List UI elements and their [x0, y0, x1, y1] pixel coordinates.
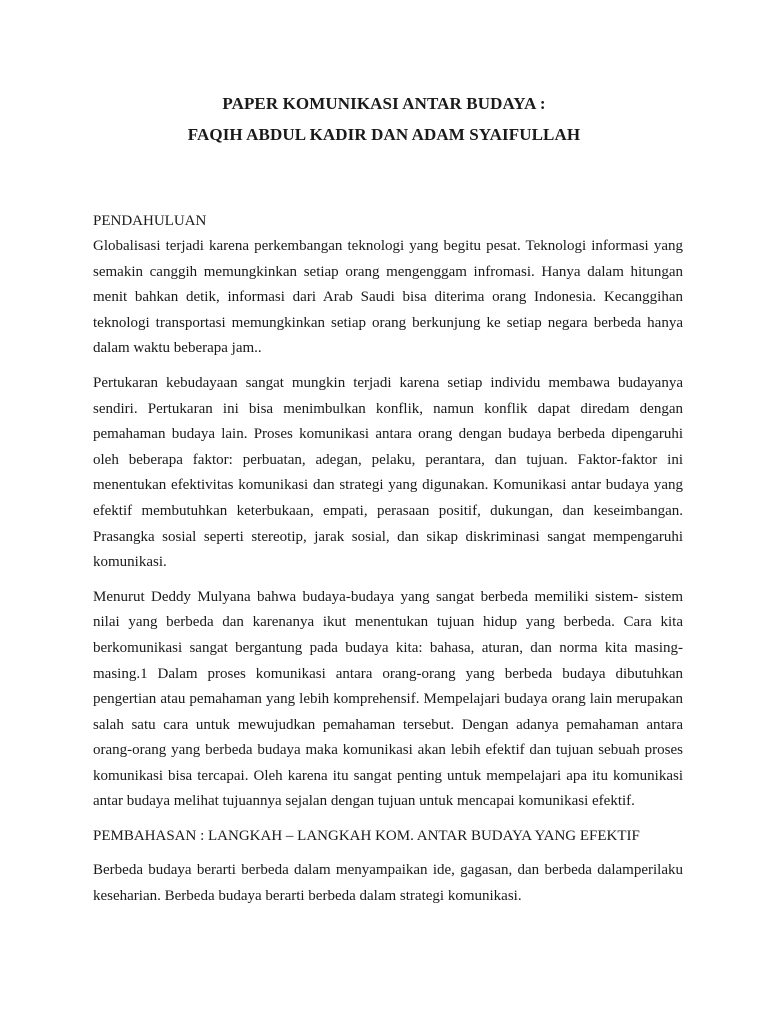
paragraph-intro-3: Menurut Deddy Mulyana bahwa budaya-budaya yang sangat berbeda memiliki sistem- sistem nilai yang berbeda dan karenanya ikut menentukan tujuan hidup yang berbeda. Cara kita berkomunikasi sangat bergantung pada budaya kita: bahasa, aturan, dan norma kita masing-masing.1 Dalam proses komunikasi antara orang-orang yang berbeda budaya dibutuhkan pengertian atau pemahaman yang lebih komprehensif. Mempelajari budaya orang lain merupakan salah satu cara untuk mewujudkan pemahaman tersebut. Dengan adanya pemahaman antara orang-orang yang berbeda budaya maka komunikasi akan lebih efektif dan tujuan sebuah proses komunikasi bisa tercapai. Oleh karena itu sangat penting untuk mempelajari apa itu komunikasi antar budaya melihat tujuannya sejalan dengan tujuan untuk mencapai komunikasi efektif.	[93, 588, 683, 810]
paragraph-discussion-1: Berbeda budaya berarti berbeda dalam menyampaikan ide, gagasan, dan berbeda dalamperilaku keseharian. Berbeda budaya berarti berbeda dalam strategi komunikasi.	[93, 862, 683, 904]
title-line-2: FAQIH ABDUL KADIR DAN ADAM SYAIFULLAH	[187, 125, 581, 144]
title-line-1: PAPER KOMUNIKASI ANTAR BUDAYA :	[222, 94, 546, 113]
section-heading-discussion: PEMBAHASAN : LANGKAH – LANGKAH KOM. ANTAR BUDAYA YANG EFEKTIF	[93, 828, 640, 845]
paragraph-intro-2: Pertukaran kebudayaan sangat mungkin terjadi karena setiap individu membawa budayanya sendiri. Pertukaran ini bisa menimbulkan konflik, namun konflik dapat diredam dengan pemahaman budaya lain. Proses komunikasi antara orang dengan budaya berbeda dipengaruhi oleh beberapa faktor: perbuatan, adegan, pelaku, perantara, dan tujuan. Faktor-faktor ini menentukan efektivitas komunikasi dan strategi yang digunakan. Komunikasi antar budaya yang efektif membutuhkan keterbukaan, empati, perasaan positif, dukungan, dan keseimbangan. Prasangka sosial seperti stereotip, jarak sosial, dan sikap diskriminasi sangat mempengaruhi komunikasi.	[93, 374, 683, 571]
paragraph-intro-1: Globalisasi terjadi karena perkembangan teknologi yang begitu pesat. Teknologi informasi yang semakin canggih memungkinkan setiap orang mengenggam infromasi. Hanya dalam hitungan menit bahkan detik, informasi dari Arab Saudi bisa diterima orang Indonesia. Kecanggihan teknologi transportasi memungkinkan setiap orang berkunjung ke setiap negara berbeda hanya dalam waktu beberapa jam..	[93, 238, 683, 357]
document-title	[0, 88, 768, 150]
document-body	[93, 209, 683, 909]
section-heading-intro: PENDAHULUAN	[93, 213, 207, 229]
